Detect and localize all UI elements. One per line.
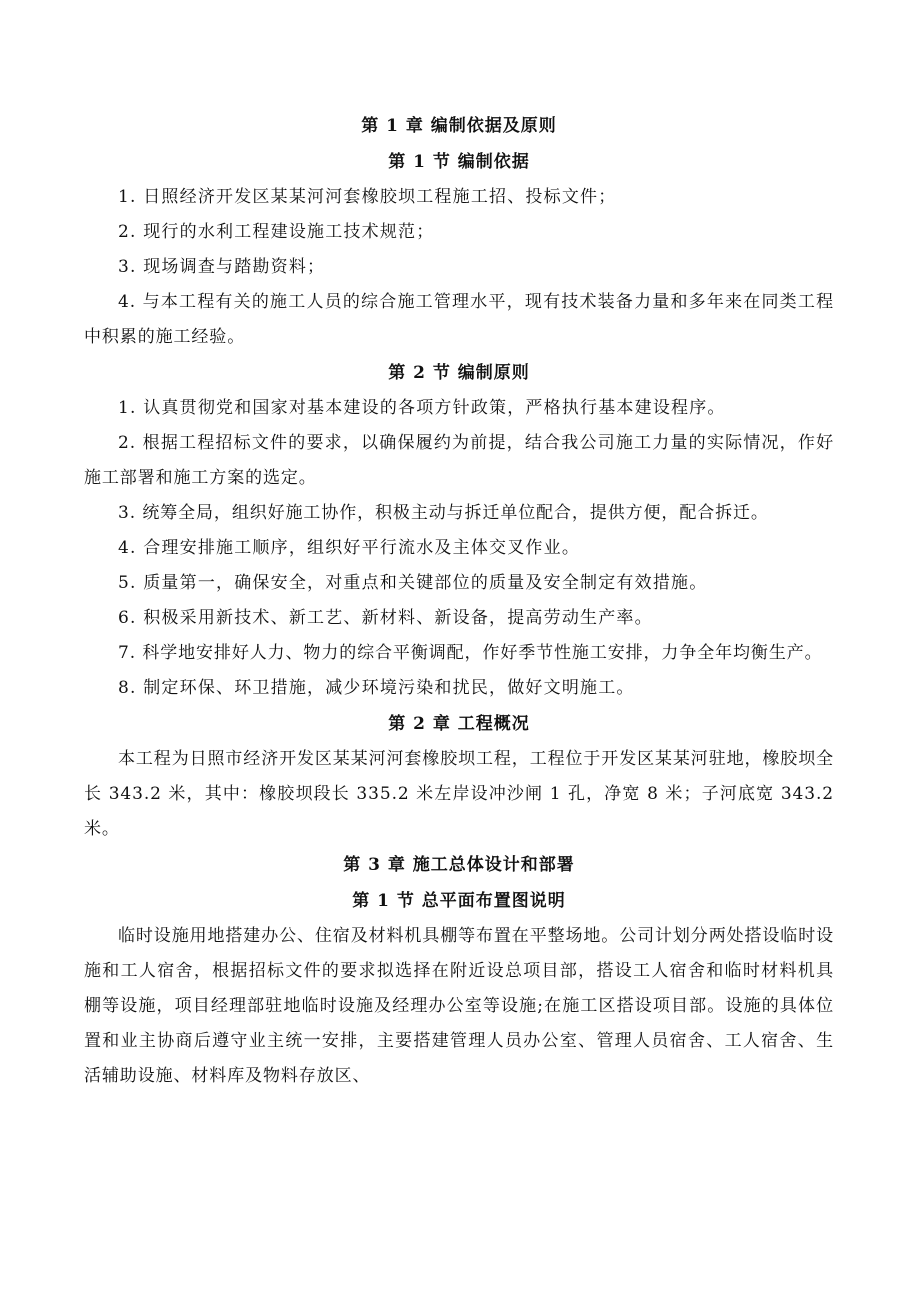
principle-item: 7. 科学地安排好人力、物力的综合平衡调配，作好季节性施工安排，力争全年均衡生产。 bbox=[118, 643, 823, 663]
basis-item: 4. 与本工程有关的施工人员的综合施工管理水平，现有技术装备力量和多年来在同类工程中积累的施工经验。 bbox=[84, 292, 834, 347]
principle-item: 4. 合理安排施工顺序，组织好平行流水及主体交叉作业。 bbox=[118, 538, 581, 558]
layout-note-paragraph: 临时设施用地搭建办公、住宿及材料机具棚等布置在平整场地。公司计划分两处搭设临时设施和工人宿舍，根据招标文件的要求拟选择在附近设总项目部，搭设工人宿舍和临时材料机具棚等设施，项目经理部驻地临时设施及经理办公室等设施;在施工区搭设项目部。设施的具体位置和业主协商后遵守业主统一安排，主要搭建管理人员办公室、管理人员宿舍、工人宿舍、生活辅助设施、材料库及物料存放区、 bbox=[84, 926, 834, 1086]
chapter-1-heading: 第 1 章 编制依据及原则 bbox=[361, 116, 557, 136]
document-body bbox=[84, 108, 834, 1094]
basis-item: 3. 现场调查与踏勘资料； bbox=[118, 257, 326, 277]
principle-item: 3. 统筹全局，组织好施工协作，积极主动与拆迁单位配合，提供方便，配合拆迁。 bbox=[118, 503, 769, 523]
basis-item: 2. 现行的水利工程建设施工技术规范； bbox=[118, 222, 435, 242]
principle-item: 2. 根据工程招标文件的要求，以确保履约为前提，结合我公司施工力量的实际情况，作好施工部署和施工方案的选定。 bbox=[84, 433, 834, 488]
chapter-3-heading: 第 3 章 施工总体设计和部署 bbox=[343, 855, 575, 875]
principle-item: 8. 制定环保、环卫措施，减少环境污染和扰民，做好文明施工。 bbox=[118, 678, 635, 698]
principle-item: 1. 认真贯彻党和国家对基本建设的各项方针政策，严格执行基本建设程序。 bbox=[118, 398, 726, 418]
chapter-2-heading: 第 2 章 工程概况 bbox=[388, 714, 530, 734]
principle-item: 6. 积极采用新技术、新工艺、新材料、新设备，提高劳动生产率。 bbox=[118, 608, 653, 628]
chapter-1-section-1-heading: 第 1 节 编制依据 bbox=[388, 152, 530, 172]
principle-item: 5. 质量第一，确保安全，对重点和关键部位的质量及安全制定有效措施。 bbox=[118, 573, 708, 593]
chapter-3-section-1-heading: 第 1 节 总平面布置图说明 bbox=[352, 891, 566, 911]
chapter-1-section-2-heading: 第 2 节 编制原则 bbox=[388, 363, 530, 383]
basis-item: 1. 日照经济开发区某某河河套橡胶坝工程施工招、投标文件； bbox=[118, 187, 617, 207]
overview-paragraph: 本工程为日照市经济开发区某某河河套橡胶坝工程，工程位于开发区某某河驻地，橡胶坝全长 343.2 米，其中：橡胶坝段长 335.2 米左岸设冲沙闸 1 孔，净宽 8 米；子河底宽 343.2 米。 bbox=[84, 749, 834, 839]
